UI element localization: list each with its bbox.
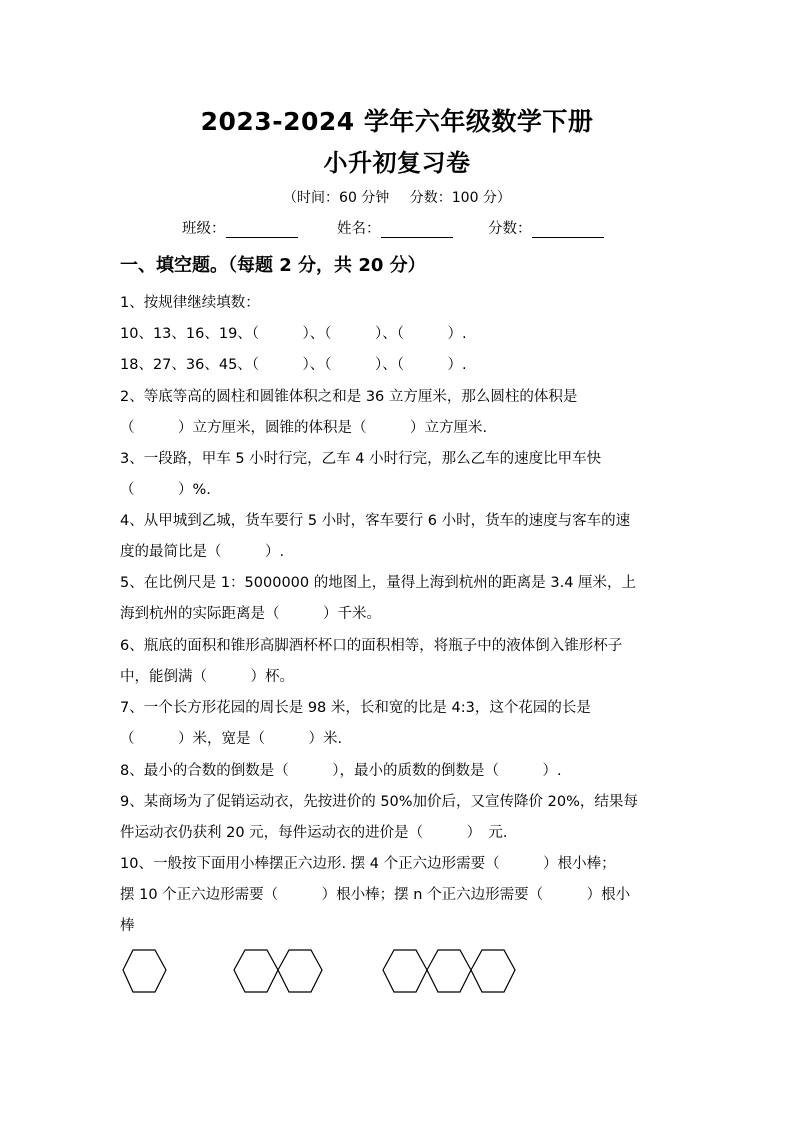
hexagon-shape <box>383 950 427 992</box>
class-field[interactable] <box>182 217 298 238</box>
question-line: 件运动衣仍获利 20 元，每件运动衣的进价是（ ） 元. <box>120 825 508 841</box>
question-line: 18、27、36、45、（ ）、（ ）、（ ）. <box>120 357 467 373</box>
hexagon-shape <box>427 950 471 992</box>
score-label: 分数： <box>488 221 532 237</box>
question-line: 摆 10 个正六边形需要（ ）根小棒；摆 n 个正六边形需要（ ）根小 <box>120 887 631 903</box>
name-field[interactable] <box>337 217 453 238</box>
hexagon-shape <box>471 950 515 992</box>
hexagon-shape <box>234 950 278 992</box>
question-line: 海到杭州的实际距离是（ ）千米。 <box>120 606 381 622</box>
class-blank[interactable] <box>226 222 298 238</box>
question-line: 棒 <box>120 918 135 934</box>
question-line: 度的最简比是（ ）. <box>120 544 285 560</box>
score-blank[interactable] <box>532 222 604 238</box>
question-line: 中，能倒满（ ）杯。 <box>120 669 294 685</box>
question-line: 8、最小的合数的倒数是（ ），最小的质数的倒数是（ ）. <box>120 763 562 779</box>
question-line: 1、按规律继续填数： <box>120 295 260 311</box>
score-field[interactable] <box>488 217 604 238</box>
hexagon-shape <box>123 950 166 992</box>
question-line: 6、瓶底的面积和锥形高脚酒杯杯口的面积相等，将瓶子中的液体倒入锥形杯子 <box>120 638 623 654</box>
question-line: 5、在比例尺是 1：5000000 的地图上，量得上海到杭州的距离是 3.4 厘米，上 <box>120 575 637 591</box>
question-line: 4、从甲城到乙城，货车要行 5 小时，客车要行 6 小时，货车的速度与客车的速 <box>120 513 631 529</box>
question-line: （ ）米，宽是（ ）米. <box>120 731 343 747</box>
question-line: 10、一般按下面用小棒摆正六边形. 摆 4 个正六边形需要（ ）根小棒； <box>120 856 616 872</box>
name-blank[interactable] <box>381 222 453 238</box>
question-line: （ ）立方厘米，圆锥的体积是（ ）立方厘米. <box>120 420 488 436</box>
name-label: 姓名： <box>337 221 381 237</box>
question-line: 10、13、16、19、（ ）、（ ）、（ ）. <box>120 326 467 342</box>
question-line: 7、一个长方形花园的周长是 98 米，长和宽的比是 4:3，这个花园的长是 <box>120 700 591 716</box>
question-line: 9、某商场为了促销运动衣，先按进价的 50%加价后，又宣传降价 20%，结果每 <box>120 794 638 810</box>
score-info: 分数：100 分） <box>409 190 511 206</box>
hexagon-figure <box>0 942 794 1002</box>
section-heading: 一、填空题。（每题 2 分，共 20 分） <box>120 255 426 276</box>
hexagon-shape <box>278 950 322 992</box>
question-line: 3、一段路，甲车 5 小时行完，乙车 4 小时行完，那么乙车的速度比甲车快 <box>120 451 602 467</box>
page-title: 2023-2024 学年六年级数学下册 <box>200 107 594 136</box>
question-line: 2、等底等高的圆柱和圆锥体积之和是 36 立方厘米，那么圆柱的体积是 <box>120 389 578 405</box>
class-label: 班级： <box>182 221 226 237</box>
time-info: （时间：60 分钟 <box>283 190 390 206</box>
question-line: （ ）%. <box>120 482 211 498</box>
page-subtitle: 小升初复习卷 <box>323 149 471 177</box>
exam-meta <box>0 187 794 207</box>
